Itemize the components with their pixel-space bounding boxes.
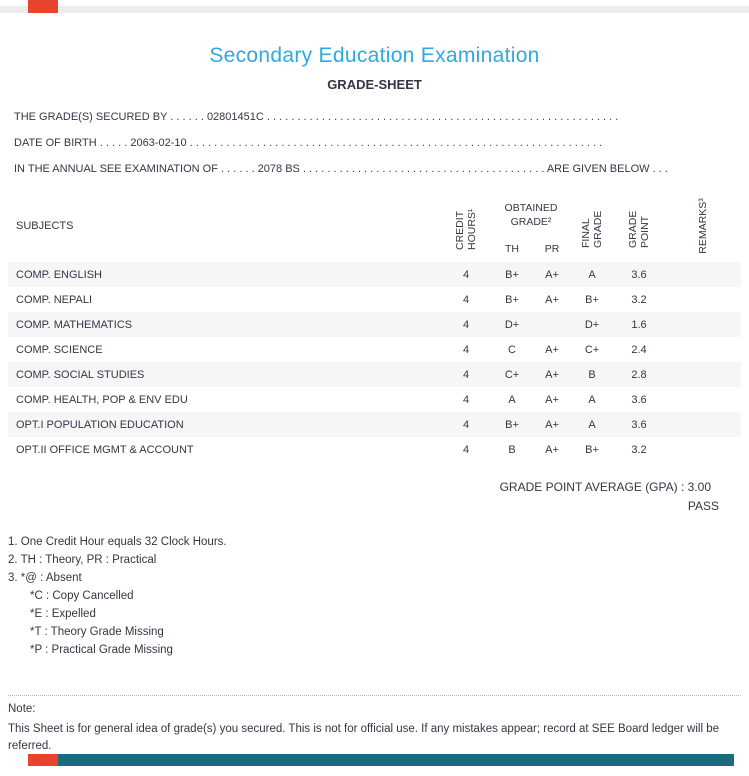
remarks-value [665,437,741,462]
credit-hours-value: 4 [462,343,470,356]
remarks-value [665,362,741,387]
grade-point: 1.6 [631,318,647,331]
header-obtained-grade: OBTAINED GRADE² [504,202,558,228]
th-grade: C [508,343,516,356]
footnote-3-theory-missing: *T : Theory Grade Missing [30,626,164,638]
credit-hours-value: 4 [462,293,470,306]
subject-name: COMP. NEPALI [16,293,93,306]
remarks-value [665,262,741,287]
remarks-value [665,387,741,412]
grade-point: 3.2 [631,293,647,306]
remarks-value [665,337,741,362]
credit-hours-value: 4 [462,368,470,381]
subjects-table [8,190,741,462]
top-divider-strip [0,6,749,13]
table-row [8,362,741,387]
page-title: Secondary Education Examination [209,44,540,67]
info-line-examination-of: IN THE ANNUAL SEE EXAMINATION OF . . . . . . 2078 BS . . . . . . . . . . . . . . . . . . . . . . . . . . . . . . . . . . . . . . . . ARE GIVEN BELOW . . . [14,163,668,175]
grade-point: 3.2 [631,443,647,456]
table-row [8,412,741,437]
info-line-date-of-birth: DATE OF BIRTH . . . . . 2063-02-10 . . . . . . . . . . . . . . . . . . . . . . . . . . . . . . . . . . . . . . . . . . . . . . . . . . . . . . . . . . . . . . . . . . . . [14,137,603,149]
header-credit-hours [441,190,491,262]
pr-grade: A+ [545,418,559,431]
th-grade: B+ [505,268,519,281]
pr-grade: A+ [545,393,559,406]
top-red-accent [28,0,58,13]
table-row [8,312,741,337]
pr-grade: A+ [545,343,559,356]
credit-hours-value: 4 [462,393,470,406]
footnote-2: 2. TH : Theory, PR : Practical [8,554,157,566]
header-grade-point [613,190,665,262]
subject-name: COMP. SCIENCE [16,343,103,356]
subject-name: OPT.II OFFICE MGMT & ACCOUNT [16,443,194,456]
credit-hours-value: 4 [462,268,470,281]
result-status: PASS [687,499,719,513]
final-grade: B+ [585,293,599,306]
header-pr: PR [544,243,560,255]
table-row [8,387,741,412]
footnote-1: 1. One Credit Hour equals 32 Clock Hours. [8,536,227,548]
credit-hours-value: 4 [462,318,470,331]
footnote-3-practical-missing: *P : Practical Grade Missing [30,644,173,656]
grade-point: 2.4 [631,343,647,356]
content-area [0,44,749,755]
subject-name: COMP. SOCIAL STUDIES [16,368,145,381]
th-grade: C+ [504,368,520,381]
header-remarks [665,190,741,262]
th-grade: B+ [505,293,519,306]
final-grade: A [588,268,596,281]
grade-point: 3.6 [631,268,647,281]
footnote-3: 3. *@ : Absent [8,572,82,584]
footer-bar [28,754,734,766]
header-credit-hours-label: CREDIT HOURS¹ [453,208,478,250]
gpa-line: GRADE POINT AVERAGE (GPA) : 3.00 [499,480,711,494]
footnote-3-copy-cancelled: *C : Copy Cancelled [30,590,134,602]
final-grade: B+ [585,443,599,456]
table-row [8,287,741,312]
header-final-grade-label: FINAL GRADE [579,210,604,248]
pr-grade: A+ [545,293,559,306]
footer-red-accent [28,754,58,766]
note-label: Note: [8,703,36,715]
note-separator [8,695,741,696]
page-subtitle: GRADE-SHEET [327,77,422,92]
header-remarks-label: REMARKS³ [696,198,709,254]
th-grade: B [508,443,516,456]
candidate-info [8,104,741,182]
final-grade: C+ [584,343,600,356]
final-grade: D+ [584,318,600,331]
header-th: TH [505,243,519,255]
footnote-3-expelled: *E : Expelled [30,608,96,620]
final-grade: A [588,418,596,431]
table-row [8,337,741,362]
th-grade: D+ [504,318,520,331]
note-text: This Sheet is for general idea of grade(s) you secured. This is not for official use. If any mistakes appear; record at SEE Board ledger will be referred. [8,723,720,752]
subject-name: COMP. MATHEMATICS [16,318,133,331]
subject-name: OPT.I POPULATION EDUCATION [16,418,184,431]
remarks-value [665,287,741,312]
pr-grade: A+ [545,368,559,381]
th-grade: A [508,393,516,406]
header-subjects: SUBJECTS [16,220,74,232]
final-grade: B [588,368,596,381]
subject-name: COMP. HEALTH, POP & ENV EDU [16,393,188,406]
grade-point: 3.6 [631,418,647,431]
table-row [8,262,741,287]
credit-hours-value: 4 [462,443,470,456]
grade-point: 2.8 [631,368,647,381]
credit-hours-value: 4 [462,418,470,431]
info-line-secured-by: THE GRADE(S) SECURED BY . . . . . . 02801451C . . . . . . . . . . . . . . . . . . . . . . . . . . . . . . . . . . . . . . . . . . . . . . . . . . . . . . . . . . [14,111,619,123]
subjects-table-header [8,190,741,262]
subjects-table-body [8,262,741,462]
pr-grade: A+ [545,268,559,281]
th-grade: B+ [505,418,519,431]
remarks-value [665,312,741,337]
remarks-value [665,412,741,437]
header-final-grade [571,190,613,262]
grade-point: 3.6 [631,393,647,406]
subject-name: COMP. ENGLISH [16,268,102,281]
footnotes [8,533,741,659]
pr-grade: A+ [545,443,559,456]
footer-teal-bar [58,754,734,766]
pr-grade [533,312,571,337]
table-row [8,437,741,462]
final-grade: A [588,393,596,406]
header-grade-point-label: GRADE POINT [626,210,651,248]
